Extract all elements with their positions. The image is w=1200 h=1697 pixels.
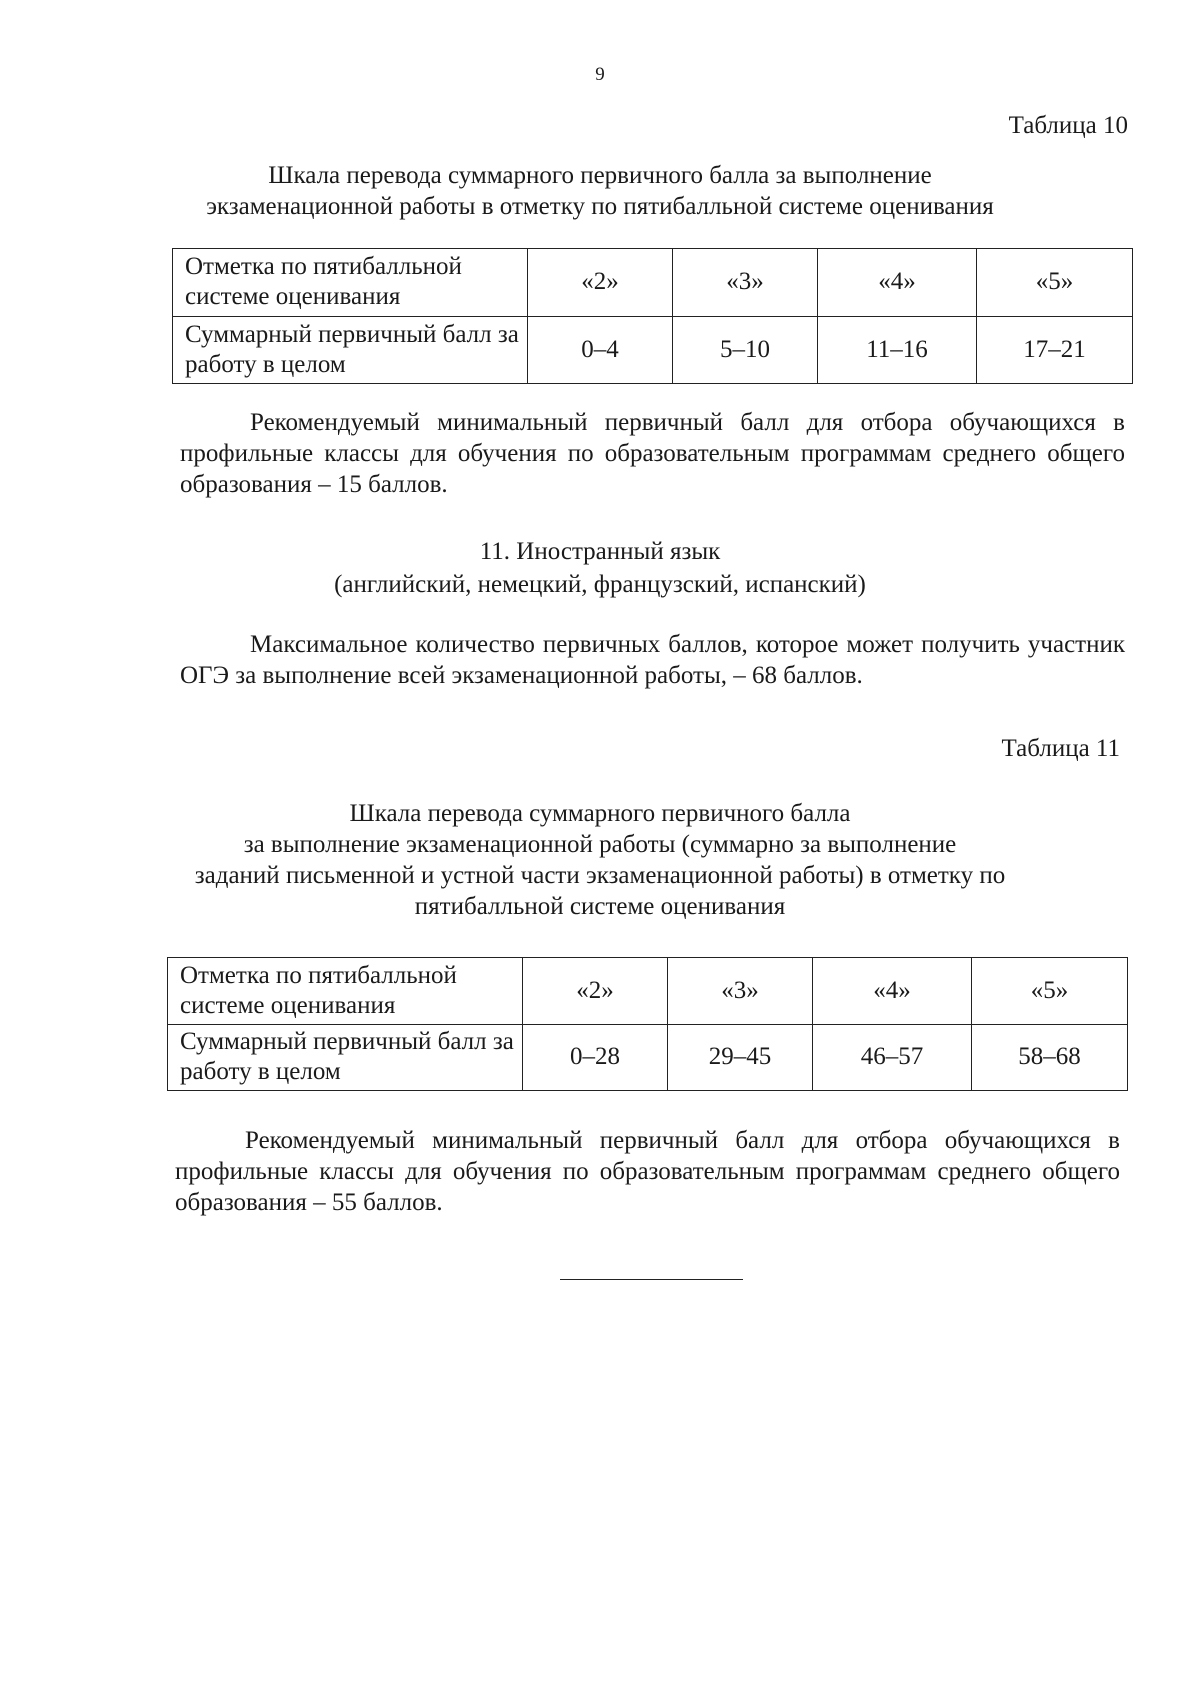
- score-cell: 11–16: [818, 316, 977, 384]
- caption-line: за выполнение экзаменационной работы (суммарно за выполнение: [243, 831, 957, 858]
- grade-cell: «3»: [673, 249, 818, 317]
- section-title: 11. Иностранный язык: [479, 538, 721, 565]
- table-10-caption: [0, 160, 1200, 222]
- grade-cell: «3»: [668, 958, 813, 1025]
- caption-line: заданий письменной и устной части экзаменационной работы) в отметку по: [194, 862, 1006, 889]
- section-subtitle: (английский, немецкий, французский, испанский): [334, 571, 866, 598]
- caption-line: Шкала перевода суммарного первичного балла: [349, 800, 851, 827]
- section-heading: [0, 535, 1200, 601]
- grade-cell: «2»: [528, 249, 673, 317]
- grade-cell: «4»: [818, 249, 977, 317]
- table-10-label: Таблица 10: [1008, 112, 1128, 139]
- row-header-score: Суммарный первичный балл за работу в целом: [173, 316, 528, 384]
- score-cell: 46–57: [813, 1024, 972, 1091]
- table-row: [173, 316, 1133, 384]
- score-cell: 0–28: [523, 1024, 668, 1091]
- caption-line: пятибалльной системе оценивания: [414, 893, 786, 920]
- paragraph-text: Максимальное количество первичных баллов, которое может получить участник ОГЭ за выполнение всей экзаменационной работы, – 68 баллов.: [180, 631, 1125, 689]
- table-11-caption: [0, 798, 1200, 922]
- row-header-score: Суммарный первичный балл за работу в целом: [168, 1024, 523, 1091]
- table-11-label: Таблица 11: [1001, 735, 1120, 762]
- closing-rule: [560, 1279, 743, 1280]
- table-row: [168, 958, 1128, 1025]
- grade-cell: «4»: [813, 958, 972, 1025]
- score-cell: 58–68: [972, 1024, 1128, 1091]
- paragraph-min-score-2: [175, 1125, 1120, 1218]
- score-cell: 5–10: [673, 316, 818, 384]
- page-number: 9: [595, 64, 605, 85]
- grade-cell: «5»: [977, 249, 1133, 317]
- table-row: [168, 1024, 1128, 1091]
- row-header-grade: Отметка по пятибалльной системе оценивания: [168, 958, 523, 1025]
- score-cell: 0–4: [528, 316, 673, 384]
- grade-cell: «5»: [972, 958, 1128, 1025]
- paragraph-min-score-1: [180, 407, 1125, 500]
- grade-cell: «2»: [523, 958, 668, 1025]
- table-row: [173, 249, 1133, 317]
- score-cell: 17–21: [977, 316, 1133, 384]
- paragraph-max-score: [180, 629, 1125, 691]
- score-cell: 29–45: [668, 1024, 813, 1091]
- table-10: [172, 248, 1133, 384]
- caption-line: экзаменационной работы в отметку по пятибалльной системе оценивания: [206, 193, 994, 220]
- table-11: [167, 957, 1128, 1091]
- paragraph-text: Рекомендуемый минимальный первичный балл для отбора обучающихся в профильные классы для обучения по образовательным программам среднего общего образования – 15 баллов.: [180, 409, 1125, 498]
- row-header-grade: Отметка по пятибалльной системе оценивания: [173, 249, 528, 317]
- caption-line: Шкала перевода суммарного первичного балла за выполнение: [268, 162, 932, 189]
- paragraph-text: Рекомендуемый минимальный первичный балл для отбора обучающихся в профильные классы для обучения по образовательным программам среднего общего образования – 55 баллов.: [175, 1127, 1120, 1216]
